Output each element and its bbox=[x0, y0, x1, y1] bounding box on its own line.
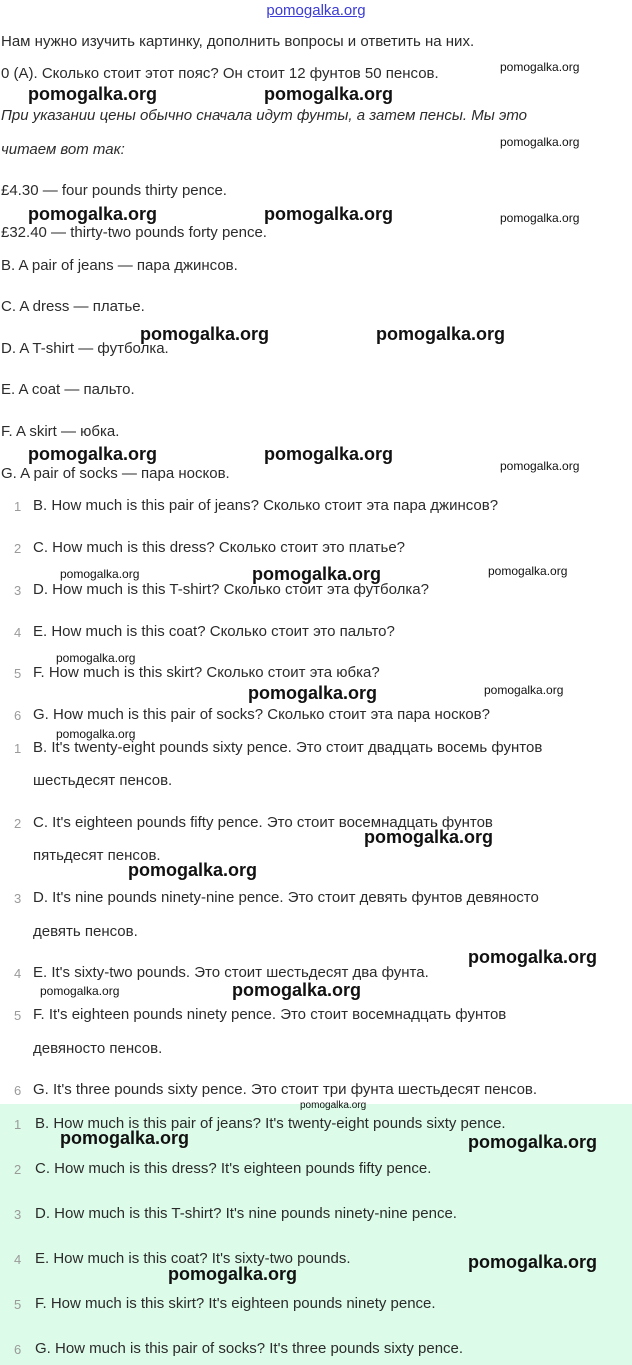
watermark-text: pomogalka.org bbox=[264, 444, 394, 464]
watermark-text: pomogalka.org bbox=[468, 947, 598, 967]
question-text: B. How much is this pair of jeans? Сколько стоит эта пара джинсов? bbox=[33, 497, 499, 514]
question-number: 1 bbox=[14, 499, 22, 514]
answer-line: C. It's eighteen pounds fifty pence. Это стоит восемнадцать фунтов bbox=[33, 814, 493, 831]
final-number: 5 bbox=[14, 1297, 22, 1312]
question-number: 5 bbox=[14, 666, 22, 681]
final-answer: G. How much is this pair of socks? It's three pounds sixty pence. bbox=[35, 1340, 464, 1357]
watermark-text: pomogalka.org bbox=[484, 683, 564, 697]
final-number: 6 bbox=[14, 1342, 22, 1357]
final-answer: B. How much is this pair of jeans? It's twenty-eight pounds sixty pence. bbox=[35, 1115, 506, 1132]
answer-number: 6 bbox=[14, 1083, 22, 1098]
watermark-text: pomogalka.org bbox=[300, 1100, 367, 1111]
watermark-text: pomogalka.org bbox=[364, 827, 494, 847]
answer-number: 5 bbox=[14, 1008, 22, 1023]
a-line: 0 (A). Сколько стоит этот пояс? Он стоит 12 фунтов 50 пенсов. bbox=[1, 65, 439, 82]
answer-line-cont: шестьдесят пенсов. bbox=[33, 772, 173, 789]
vocab-item: D. A T-shirt — футболка. bbox=[1, 340, 169, 357]
question-text: D. How much is this T-shirt? Сколько стоит эта футболка? bbox=[33, 581, 429, 598]
vocab-item: E. A coat — пальто. bbox=[1, 381, 135, 398]
watermark-text: pomogalka.org bbox=[468, 1252, 598, 1272]
question-number: 4 bbox=[14, 625, 22, 640]
task-text: Нам нужно изучить картинку, дополнить вопросы и ответить на них. bbox=[1, 33, 475, 50]
watermark-text: pomogalka.org bbox=[60, 1128, 190, 1148]
watermark-text: pomogalka.org bbox=[264, 84, 394, 104]
watermark-text: pomogalka.org bbox=[56, 651, 136, 665]
watermark-text: pomogalka.org bbox=[128, 860, 258, 880]
watermark-text: pomogalka.org bbox=[140, 324, 270, 344]
site-title-link[interactable]: pomogalka.org bbox=[266, 2, 366, 19]
final-answer: F. How much is this skirt? It's eighteen pounds ninety pence. bbox=[35, 1295, 436, 1312]
question-text: F. How much is this skirt? Сколько стоит эта юбка? bbox=[33, 664, 380, 681]
answer-line-cont: девять пенсов. bbox=[33, 923, 138, 940]
vocab-item: G. A pair of socks — пара носков. bbox=[1, 465, 230, 482]
answer-line-cont: девяносто пенсов. bbox=[33, 1040, 163, 1057]
final-number: 2 bbox=[14, 1162, 22, 1177]
watermark-text: pomogalka.org bbox=[168, 1264, 298, 1284]
question-number: 6 bbox=[14, 708, 22, 723]
example-2: £32.40 — thirty-two pounds forty pence. bbox=[1, 224, 267, 241]
watermark-text: pomogalka.org bbox=[376, 324, 506, 344]
final-answer: D. How much is this T-shirt? It's nine pounds ninety-nine pence. bbox=[35, 1205, 457, 1222]
watermark-text: pomogalka.org bbox=[28, 204, 158, 224]
watermark-text: pomogalka.org bbox=[28, 84, 158, 104]
watermark-text: pomogalka.org bbox=[500, 60, 580, 74]
final-number: 4 bbox=[14, 1252, 22, 1267]
note-line-2: читаем вот так: bbox=[1, 141, 125, 158]
answer-line-cont: пятьдесят пенсов. bbox=[33, 847, 161, 864]
watermark-text: pomogalka.org bbox=[264, 204, 394, 224]
watermark-text: pomogalka.org bbox=[468, 1132, 598, 1152]
watermark-text: pomogalka.org bbox=[28, 444, 158, 464]
final-answer: E. How much is this coat? It's sixty-two pounds. bbox=[35, 1250, 351, 1267]
question-number: 3 bbox=[14, 583, 22, 598]
question-number: 2 bbox=[14, 541, 22, 556]
answer-line: F. It's eighteen pounds ninety pence. Это стоит восемнадцать фунтов bbox=[33, 1006, 507, 1023]
answer-number: 2 bbox=[14, 816, 22, 831]
answer-line: B. It's twenty-eight pounds sixty pence. Это стоит двадцать восемь фунтов bbox=[33, 739, 543, 756]
answer-number: 4 bbox=[14, 966, 22, 981]
answer-number: 1 bbox=[14, 741, 22, 756]
example-1: £4.30 — four pounds thirty pence. bbox=[1, 182, 227, 199]
watermark-text: pomogalka.org bbox=[56, 727, 136, 741]
final-number: 3 bbox=[14, 1207, 22, 1222]
watermark-text: pomogalka.org bbox=[40, 984, 120, 998]
answer-line: D. It's nine pounds ninety-nine pence. Это стоит девять фунтов девяносто bbox=[33, 889, 539, 906]
question-text: G. How much is this pair of socks? Сколько стоит эта пара носков? bbox=[33, 706, 490, 723]
note-line-1: При указании цены обычно сначала идут фунты, а затем пенсы. Мы это bbox=[1, 107, 527, 124]
question-text: C. How much is this dress? Сколько стоит это платье? bbox=[33, 539, 406, 556]
final-number: 1 bbox=[14, 1117, 22, 1132]
watermark-text: pomogalka.org bbox=[500, 459, 580, 473]
watermark-text: pomogalka.org bbox=[500, 211, 580, 225]
watermark-text: pomogalka.org bbox=[248, 683, 378, 703]
watermark-text: pomogalka.org bbox=[500, 135, 580, 149]
vocab-item: C. A dress — платье. bbox=[1, 298, 145, 315]
watermark-text: pomogalka.org bbox=[252, 564, 382, 584]
question-text: E. How much is this coat? Сколько стоит это пальто? bbox=[33, 623, 395, 640]
watermark-text: pomogalka.org bbox=[60, 567, 140, 581]
answer-number: 3 bbox=[14, 891, 22, 906]
final-answer: C. How much is this dress? It's eighteen pounds fifty pence. bbox=[35, 1160, 432, 1177]
watermark-text: pomogalka.org bbox=[232, 980, 362, 1000]
answer-line: G. It's three pounds sixty pence. Это стоит три фунта шестьдесят пенсов. bbox=[33, 1081, 538, 1098]
vocab-item: F. A skirt — юбка. bbox=[1, 423, 120, 440]
watermark-text: pomogalka.org bbox=[488, 564, 568, 578]
answer-line: E. It's sixty-two pounds. Это стоит шестьдесят два фунта. bbox=[33, 964, 429, 981]
vocab-item: B. A pair of jeans — пара джинсов. bbox=[1, 257, 238, 274]
